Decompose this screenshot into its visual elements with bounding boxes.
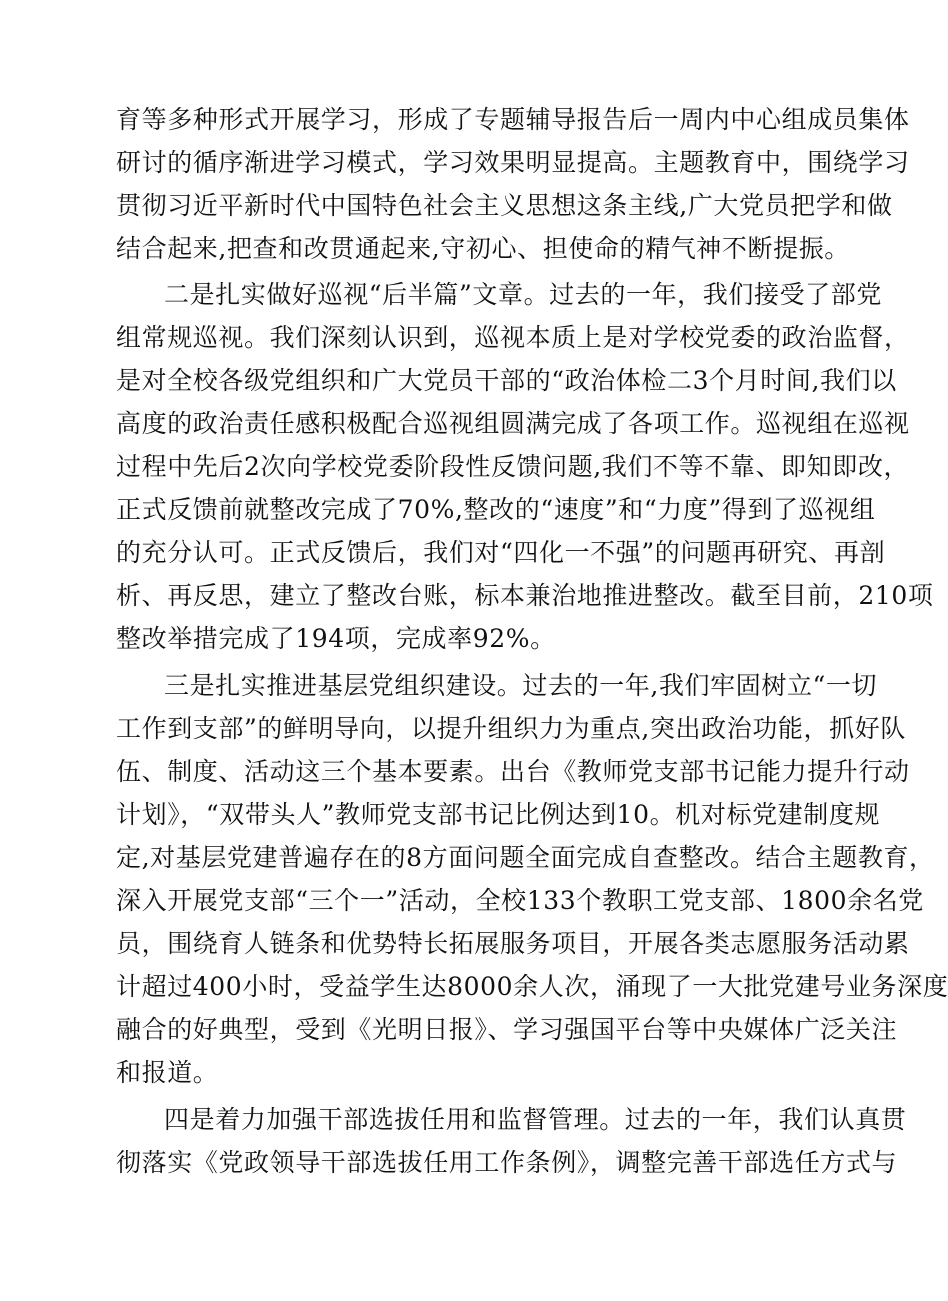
text-line: 结合起来,把查和改贯通起来,守初心、担使命的精气神不断提振。 bbox=[116, 234, 850, 263]
text-line: 工作到支部”的鲜明导向，以提升组织力为重点,突出政治功能，抓好队 bbox=[116, 714, 906, 743]
paragraph-first-line: 二是扎实做好巡视“后半篇”文章。过去的一年，我们接受了部党 bbox=[164, 280, 882, 309]
paragraph-first-line: 三是扎实推进基层党组织建设。过去的一年,我们牢固树立“一切 bbox=[164, 671, 878, 700]
text-line: 组常规巡视。我们深刻认识到，巡视本质上是对学校党委的政治监督， bbox=[116, 323, 910, 352]
text-line: 高度的政治责任感积极配合巡视组圆满完成了各项工作。巡视组在巡视 bbox=[116, 409, 910, 438]
text-line: 贯彻习近平新时代中国特色社会主义思想这条主线,广大党员把学和做 bbox=[116, 191, 893, 220]
text-line: 是对全校各级党组织和广大党员干部的“政治体检二3个月时间,我们以 bbox=[116, 366, 897, 395]
text-line: 育等多种形式开展学习，形成了专题辅导报告后一周内中心组成员集体 bbox=[116, 105, 910, 134]
text-line: 的充分认可。正式反馈后，我们对“四化一不强”的问题再研究、再剖 bbox=[116, 538, 886, 567]
text-line: 融合的好典型，受到《光明日报》、学习强国平台等中央媒体广泛关注 bbox=[116, 1015, 898, 1044]
text-line: 析、再反思，建立了整改台账，标本兼治地推进整改。截至目前，210项 bbox=[116, 581, 934, 610]
text-line: 深入开展党支部“三个一”活动，全校133个教职工党支部、1800余名党 bbox=[116, 886, 924, 915]
text-line: 整改举措完成了194项，完成率92%。 bbox=[116, 624, 556, 653]
text-line: 计超过400小时，受益学生达8000余人次，涌现了一大批党建号业务深度 bbox=[116, 972, 948, 1001]
text-line: 正式反馈前就整改完成了70%,整改的“速度”和“力度”得到了巡视组 bbox=[116, 495, 876, 524]
text-line: 计划》，“双带头人”教师党支部书记比例达到10。机对标党建制度规 bbox=[116, 800, 881, 829]
text-line: 彻落实《党政领导干部选拔任用工作条例》，调整完善干部选任方式与 bbox=[116, 1148, 898, 1177]
text-line: 伍、制度、活动这三个基本要素。出台《教师党支部书记能力提升行动 bbox=[116, 757, 910, 786]
text-line: 定,对基层党建普遍存在的8方面问题全面完成自查整改。结合主题教育， bbox=[116, 843, 935, 872]
paragraph-first-line: 四是着力加强干部选拔任用和监督管理。过去的一年，我们认真贯 bbox=[164, 1105, 907, 1134]
text-line: 过程中先后2次向学校党委阶段性反馈问题,我们不等不靠、即知即改， bbox=[116, 452, 910, 481]
text-line: 和报道。 bbox=[116, 1058, 219, 1087]
text-line: 研讨的循序渐进学习模式，学习效果明显提高。主题教育中，围绕学习 bbox=[116, 148, 910, 177]
text-line: 员，围绕育人链条和优势特长拓展服务项目，开展各类志愿服务活动累 bbox=[116, 929, 910, 958]
